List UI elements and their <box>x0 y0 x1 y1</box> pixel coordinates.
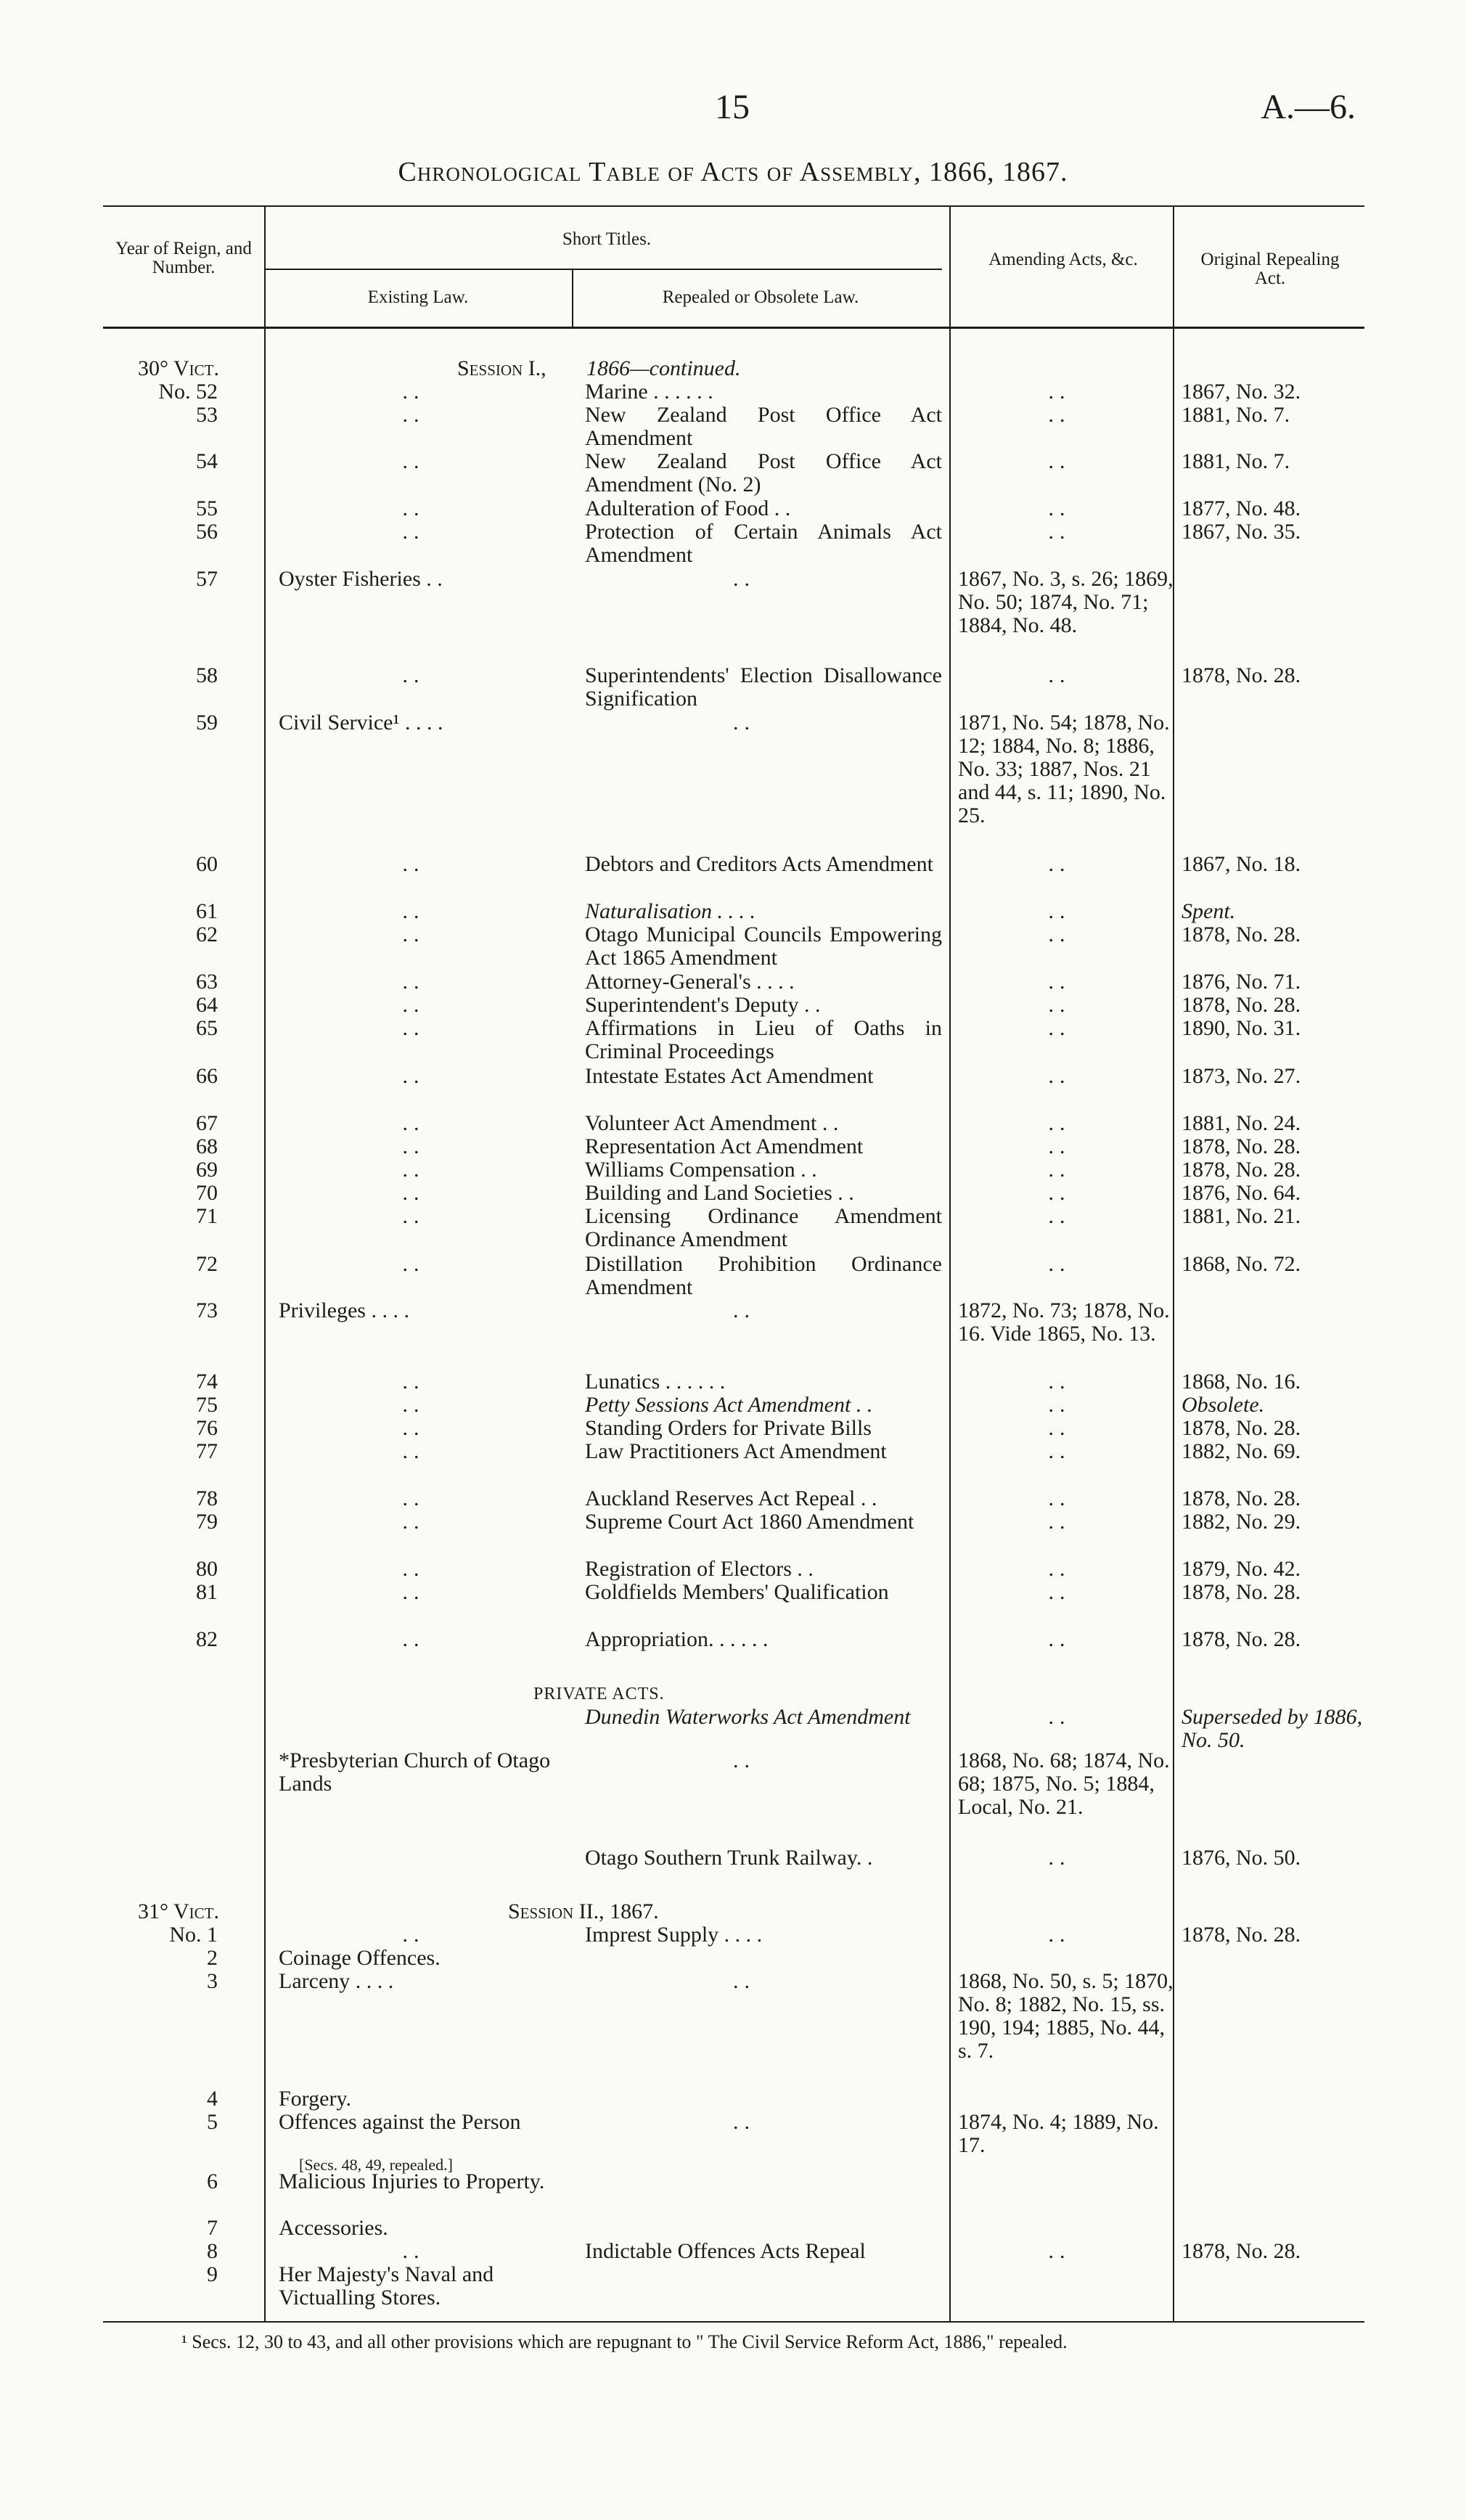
repealed-law-cell: Representation Act Amendment <box>585 1134 864 1158</box>
existing-law-cell: .. <box>402 1510 425 1534</box>
amending-acts-cell: .. <box>1048 1439 1071 1463</box>
table-bottom-rule <box>103 2321 1364 2323</box>
original-repealing-cell: 1868, No. 72. <box>1182 1252 1301 1276</box>
amending-acts-cell: .. <box>1048 1627 1071 1651</box>
amending-acts-cell: 1868, No. 68; 1874, No. 68; 1875, No. 5; 1884, Local, No. 21. <box>958 1748 1170 1819</box>
amending-acts-cell: .. <box>1048 1923 1071 1947</box>
existing-law-cell: Her Majesty's Naval and Victualling Stores. <box>279 2262 494 2310</box>
original-repealing-cell: 1878, No. 28. <box>1182 922 1301 946</box>
amending-acts-cell: .. <box>1048 449 1071 473</box>
original-repealing-cell: Spent. <box>1182 899 1236 923</box>
existing-law-cell: .. <box>402 1134 425 1158</box>
repealed-law-cell: Petty Sessions Act Amendment . . <box>585 1393 873 1417</box>
original-repealing-cell: Obsolete. <box>1182 1393 1265 1417</box>
col-header-original: Original Repealing Act. <box>1200 250 1340 288</box>
original-repealing-cell: 1878, No. 28. <box>1182 1923 1301 1947</box>
existing-law-cell: .. <box>402 1439 425 1463</box>
original-repealing-cell: 1868, No. 16. <box>1182 1370 1301 1394</box>
repealed-law-cell: .. <box>733 1748 755 1772</box>
session-label: Session I., <box>457 356 546 380</box>
original-repealing-cell: 1867, No. 35. <box>1182 520 1301 544</box>
existing-law-cell: .. <box>402 993 425 1017</box>
repealed-law-cell: Licensing Ordinance Amendment Ordinance Amendment <box>585 1204 942 1251</box>
existing-law-cell: .. <box>402 403 425 427</box>
amending-acts-cell: .. <box>1048 403 1071 427</box>
year-cell: 7 <box>207 2216 218 2240</box>
repealed-law-cell: Indictable Offences Acts Repeal <box>585 2239 866 2263</box>
amending-acts-cell: .. <box>1048 852 1071 876</box>
private-acts-heading: PRIVATE ACTS. <box>533 1685 665 1703</box>
existing-law-cell: .. <box>402 970 425 994</box>
original-repealing-cell: Superseded by 1886, No. 50. <box>1182 1705 1363 1752</box>
existing-law-cell: Oyster Fisheries . . <box>279 567 443 591</box>
amending-acts-cell: .. <box>1048 1510 1071 1534</box>
existing-law-cell: Malicious Injuries to Property. <box>279 2169 545 2193</box>
existing-law-cell: Civil Service¹ . . . . <box>279 711 443 735</box>
repealed-law-cell: Building and Land Societies . . <box>585 1181 854 1205</box>
amending-acts-cell: 1871, No. 54; 1878, No. 12; 1884, No. 8; 1886, No. 33; 1887, Nos. 21 and 44, s. 11; 1890, No. 25. <box>958 711 1170 827</box>
footnote: ¹ Secs. 12, 30 to 43, and all other provisions which are repugnant to " The Civil Service Reform Act, 1886," repealed. <box>181 2331 1068 2352</box>
amending-acts-cell: .. <box>1048 663 1071 687</box>
original-repealing-cell: 1878, No. 28. <box>1182 1416 1301 1440</box>
original-repealing-cell: 1879, No. 42. <box>1182 1557 1301 1581</box>
year-cell: 59 <box>196 711 218 735</box>
original-repealing-cell: 1873, No. 27. <box>1182 1064 1301 1088</box>
original-repealing-cell: 1878, No. 28. <box>1182 2239 1301 2263</box>
original-repealing-cell: 1881, No. 24. <box>1182 1111 1301 1135</box>
amending-acts-cell: .. <box>1048 922 1071 946</box>
original-repealing-cell: 1881, No. 7. <box>1182 403 1290 427</box>
original-repealing-cell: 1882, No. 29. <box>1182 1510 1301 1534</box>
repealed-law-cell: Superintendent's Deputy . . <box>585 993 821 1017</box>
year-cell: 81 <box>196 1580 218 1604</box>
session-label: Session II., 1867. <box>508 1899 659 1923</box>
year-cell: 60 <box>196 852 218 876</box>
amending-acts-cell: .. <box>1048 1111 1071 1135</box>
year-cell: 9 <box>207 2262 218 2286</box>
repealed-law-cell: New Zealand Post Office Act Amendment (No. 2) <box>585 449 942 496</box>
year-cell: 58 <box>196 663 218 687</box>
repealed-law-cell: Distillation Prohibition Ordinance Amendment <box>585 1252 942 1299</box>
year-cell: No. 52 <box>158 380 218 404</box>
original-repealing-cell: 1878, No. 28. <box>1182 993 1301 1017</box>
repealed-law-cell: .. <box>733 711 755 735</box>
year-cell: 72 <box>196 1252 218 1276</box>
amending-acts-cell: .. <box>1048 1064 1071 1088</box>
existing-law-cell: .. <box>402 1252 425 1276</box>
year-cell: 67 <box>196 1111 218 1135</box>
existing-law-cell: Accessories. <box>279 2216 388 2240</box>
document-reference: A.—6. <box>1261 88 1356 126</box>
original-repealing-cell: 1878, No. 28. <box>1182 1134 1301 1158</box>
reign-label: 30° Vict. <box>138 356 219 380</box>
repealed-law-cell: Goldfields Members' Qualification <box>585 1580 889 1604</box>
original-repealing-cell: 1876, No. 64. <box>1182 1181 1301 1205</box>
repealed-law-cell: Naturalisation . . . . <box>585 899 756 923</box>
amending-acts-cell: .. <box>1048 520 1071 544</box>
repealed-law-cell: Otago Municipal Councils Empowering Act 1865 Amendment <box>585 922 942 970</box>
existing-law-cell: .. <box>402 922 425 946</box>
repealed-law-cell: Law Practitioners Act Amendment <box>585 1439 887 1463</box>
existing-law-cell: .. <box>402 380 425 404</box>
amending-acts-cell: .. <box>1048 1134 1071 1158</box>
existing-law-cell: .. <box>402 1580 425 1604</box>
amending-acts-cell: 1867, No. 3, s. 26; 1869, No. 50; 1874, No. 71; 1884, No. 48. <box>958 567 1174 637</box>
year-cell: 55 <box>196 496 218 520</box>
year-cell: 76 <box>196 1416 218 1440</box>
existing-law-cell: .. <box>402 1393 425 1417</box>
year-cell: 80 <box>196 1557 218 1581</box>
repealed-law-cell: Imprest Supply . . . . <box>585 1923 763 1947</box>
repealed-law-cell: .. <box>733 567 755 591</box>
amending-acts-cell: .. <box>1048 1181 1071 1205</box>
original-repealing-cell: 1878, No. 28. <box>1182 1627 1301 1651</box>
year-cell: 4 <box>207 2087 218 2111</box>
year-cell: 2 <box>207 1946 218 1970</box>
year-cell: 63 <box>196 970 218 994</box>
existing-law-cell: Privileges . . . . <box>279 1298 409 1322</box>
year-cell: 6 <box>207 2169 218 2193</box>
repealed-law-cell: Debtors and Creditors Acts Amendment <box>585 852 933 876</box>
original-repealing-cell: 1881, No. 21. <box>1182 1204 1301 1228</box>
year-cell: 73 <box>196 1298 218 1322</box>
original-repealing-cell: 1876, No. 71. <box>1182 970 1301 994</box>
existing-law-cell: .. <box>402 663 425 687</box>
year-cell: 57 <box>196 567 218 591</box>
header-bottom-rule <box>103 327 1364 329</box>
existing-law-cell: .. <box>402 1158 425 1182</box>
year-cell: 74 <box>196 1370 218 1394</box>
existing-law-cell: .. <box>402 520 425 544</box>
year-cell: 69 <box>196 1158 218 1182</box>
page-number: 15 <box>715 88 750 126</box>
original-repealing-cell: 1876, No. 50. <box>1182 1846 1301 1870</box>
col-header-amending: Amending Acts, &c. <box>988 250 1138 269</box>
existing-law-cell: .. <box>402 1416 425 1440</box>
year-cell: 77 <box>196 1439 218 1463</box>
amending-acts-cell: .. <box>1048 1370 1071 1394</box>
existing-law-cell: .. <box>402 1111 425 1135</box>
year-cell: 8 <box>207 2239 218 2263</box>
existing-law-cell: .. <box>402 1204 425 1228</box>
year-cell: 5 <box>207 2110 218 2134</box>
year-cell: 53 <box>196 403 218 427</box>
year-cell: 56 <box>196 520 218 544</box>
existing-law-cell: .. <box>402 852 425 876</box>
repealed-law-cell: New Zealand Post Office Act Amendment <box>585 403 942 450</box>
repealed-law-cell: Otago Southern Trunk Railway. . <box>585 1846 873 1870</box>
year-cell: 66 <box>196 1064 218 1088</box>
amending-acts-cell: .. <box>1048 380 1071 404</box>
amending-acts-cell: 1872, No. 73; 1878, No. 16. Vide 1865, No. 13. <box>958 1298 1170 1346</box>
existing-law-cell: .. <box>402 1064 425 1088</box>
column-divider <box>264 205 266 2321</box>
year-cell: No. 1 <box>169 1923 218 1947</box>
repealed-law-cell: Protection of Certain Animals Act Amendment <box>585 520 942 567</box>
amending-acts-cell: .. <box>1048 1393 1071 1417</box>
amending-acts-cell: .. <box>1048 1557 1071 1581</box>
original-repealing-cell: 1878, No. 28. <box>1182 1158 1301 1182</box>
col-header-year: Year of Reign, and Number. <box>115 239 252 277</box>
year-cell: 54 <box>196 449 218 473</box>
existing-law-cell: .. <box>402 1181 425 1205</box>
amending-acts-cell: .. <box>1048 899 1071 923</box>
existing-law-cell: .. <box>402 1370 425 1394</box>
year-cell: 3 <box>207 1969 218 1993</box>
amending-acts-cell: .. <box>1048 1416 1071 1440</box>
original-repealing-cell: 1881, No. 7. <box>1182 449 1290 473</box>
repealed-law-cell: Williams Compensation . . <box>585 1158 817 1182</box>
original-repealing-cell: 1882, No. 69. <box>1182 1439 1301 1463</box>
repealed-law-cell: .. <box>733 1969 755 1993</box>
amending-acts-cell: .. <box>1048 1486 1071 1510</box>
year-cell: 78 <box>196 1486 218 1510</box>
year-cell: 68 <box>196 1134 218 1158</box>
repealed-law-cell: Superintendents' Election Disallowance Signification <box>585 663 942 711</box>
repealed-law-cell: Affirmations in Lieu of Oaths in Criminal Proceedings <box>585 1016 942 1063</box>
col-header-repealed: Repealed or Obsolete Law. <box>662 287 859 307</box>
repealed-law-cell: Adulteration of Food . . <box>585 496 791 520</box>
year-cell: 70 <box>196 1181 218 1205</box>
original-repealing-cell: 1878, No. 28. <box>1182 1486 1301 1510</box>
repealed-law-cell: .. <box>733 1298 755 1322</box>
amending-acts-cell: 1868, No. 50, s. 5; 1870, No. 8; 1882, No. 15, ss. 190, 194; 1885, No. 44, s. 7. <box>958 1969 1174 2063</box>
amending-acts-cell: .. <box>1048 1705 1071 1729</box>
repealed-law-cell: Registration of Electors . . <box>585 1557 814 1581</box>
year-cell: 75 <box>196 1393 218 1417</box>
year-cell: 64 <box>196 993 218 1017</box>
page-title: Chronological Table of Acts of Assembly, 1866, 1867. <box>398 157 1068 187</box>
amending-acts-cell: .. <box>1048 496 1071 520</box>
section-note: [Secs. 48, 49, repealed.] <box>299 2156 453 2174</box>
original-repealing-cell: 1878, No. 28. <box>1182 663 1301 687</box>
year-cell: 82 <box>196 1627 218 1651</box>
table-top-rule <box>103 205 1364 207</box>
original-repealing-cell: 1878, No. 28. <box>1182 1580 1301 1604</box>
year-cell: 62 <box>196 922 218 946</box>
year-cell: 61 <box>196 899 218 923</box>
repealed-law-cell: Auckland Reserves Act Repeal . . <box>585 1486 877 1510</box>
amending-acts-cell: .. <box>1048 1580 1071 1604</box>
existing-law-cell: Forgery. <box>279 2087 351 2111</box>
repealed-law-cell: Volunteer Act Amendment . . <box>585 1111 839 1135</box>
existing-law-cell: .. <box>402 1486 425 1510</box>
amending-acts-cell: .. <box>1048 1252 1071 1276</box>
repealed-law-cell: Lunatics . . . . . . <box>585 1370 726 1394</box>
amending-acts-cell: .. <box>1048 2239 1071 2263</box>
repealed-law-cell: Standing Orders for Private Bills <box>585 1416 872 1440</box>
original-repealing-cell: 1867, No. 32. <box>1182 380 1301 404</box>
existing-law-cell: .. <box>402 1557 425 1581</box>
amending-acts-cell: .. <box>1048 1204 1071 1228</box>
existing-law-cell: .. <box>402 1923 425 1947</box>
repealed-law-cell: Attorney-General's . . . . <box>585 970 795 994</box>
amending-acts-cell: .. <box>1048 1846 1071 1870</box>
reign-label: 31° Vict. <box>138 1899 219 1923</box>
existing-law-cell: .. <box>402 2239 425 2263</box>
column-divider <box>949 205 951 2321</box>
original-repealing-cell: 1890, No. 31. <box>1182 1016 1301 1040</box>
repealed-law-cell: .. <box>733 2110 755 2134</box>
original-repealing-cell: 1877, No. 48. <box>1182 496 1301 520</box>
existing-law-cell: .. <box>402 899 425 923</box>
year-cell: 65 <box>196 1016 218 1040</box>
existing-law-cell: Coinage Offences. <box>279 1946 441 1970</box>
existing-law-cell: *Presbyterian Church of Otago Lands <box>279 1748 551 1796</box>
existing-law-cell: .. <box>402 449 425 473</box>
existing-law-cell: Larceny . . . . <box>279 1969 394 1993</box>
amending-acts-cell: 1874, No. 4; 1889, No. 17. <box>958 2110 1159 2157</box>
existing-law-cell: .. <box>402 1016 425 1040</box>
amending-acts-cell: .. <box>1048 1016 1071 1040</box>
col-header-existing: Existing Law. <box>367 287 469 307</box>
existing-law-cell: .. <box>402 1627 425 1651</box>
session-year: 1866—continued. <box>586 356 741 380</box>
amending-acts-cell: .. <box>1048 1158 1071 1182</box>
original-repealing-cell: 1867, No. 18. <box>1182 852 1301 876</box>
repealed-law-cell: Dunedin Waterworks Act Amendment <box>585 1705 911 1729</box>
short-titles-rule <box>264 269 942 270</box>
repealed-law-cell: Marine . . . . . . <box>585 380 713 404</box>
repealed-law-cell: Supreme Court Act 1860 Amendment <box>585 1510 914 1534</box>
existing-law-cell: .. <box>402 496 425 520</box>
amending-acts-cell: .. <box>1048 993 1071 1017</box>
existing-law-cell: Offences against the Person <box>279 2110 521 2134</box>
year-cell: 71 <box>196 1204 218 1228</box>
repealed-law-cell: Intestate Estates Act Amendment <box>585 1064 874 1088</box>
repealed-law-cell: Appropriation. . . . . . <box>585 1627 769 1651</box>
amending-acts-cell: .. <box>1048 970 1071 994</box>
year-cell: 79 <box>196 1510 218 1534</box>
col-header-short-titles: Short Titles. <box>562 229 652 249</box>
